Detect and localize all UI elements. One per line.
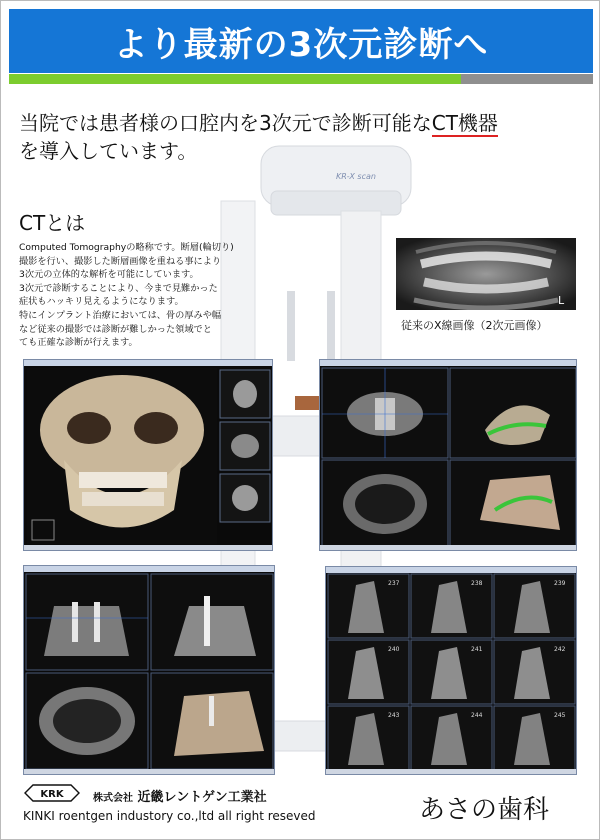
title-banner	[9, 9, 593, 73]
kinki-logo-text: KRK	[40, 789, 64, 800]
ct-cross-section-grid	[325, 566, 577, 775]
panoramic-xray-graphic	[396, 238, 576, 310]
viewer-statusbar	[326, 769, 576, 774]
viewer-titlebar	[24, 566, 274, 572]
ct-heading: CTとは	[19, 211, 86, 235]
page-title: より最新の3次元診断へ	[113, 24, 489, 65]
intro-line-1	[19, 109, 589, 137]
slice-cell	[494, 640, 575, 704]
panoramic-xray-image	[396, 238, 576, 310]
slice-cell	[411, 706, 492, 770]
machine-brand-label: KR-X scan	[336, 172, 376, 181]
viewer-titlebar	[326, 567, 576, 573]
slice-cell	[411, 574, 492, 638]
slice-cell	[494, 706, 575, 770]
ct-description-line: 撮影を行い、撮影した断層画像を重ねる事により	[19, 255, 222, 267]
slice-number: 240	[388, 646, 400, 653]
skull-3d-render	[24, 360, 273, 551]
ct-description-line: 特にインプラント治療においては、骨の厚みや幅	[19, 309, 222, 321]
slice-number: 239	[554, 580, 566, 587]
accent-bar-grey	[461, 74, 593, 84]
cross-section-slices	[326, 567, 577, 775]
intro-statement	[19, 109, 589, 165]
viewer-statusbar	[24, 545, 272, 550]
intro-line-2: を導入しています。	[19, 139, 198, 163]
ct-description	[19, 241, 269, 350]
viewer-titlebar	[24, 360, 272, 366]
slice-cell	[328, 640, 409, 704]
company-name-text: 近畿レントゲン工業社	[137, 790, 267, 805]
four-panel-implant-view	[24, 566, 275, 775]
ct-description-line: ても正確な診断が行えます。	[19, 337, 138, 349]
slice-cell	[328, 574, 409, 638]
kinki-logo	[23, 784, 81, 802]
copyright-text: KINKI roentgen industory co.,ltd all right reseved	[23, 809, 316, 823]
intro-emphasis: CT機器	[431, 111, 498, 135]
viewer-statusbar	[320, 545, 576, 550]
slice-cell	[494, 574, 575, 638]
viewer-titlebar	[320, 360, 576, 366]
intro-line-1-text: 当院では患者様の口腔内を3次元で診断可能な	[19, 111, 432, 135]
viewer-statusbar	[24, 769, 274, 774]
ct-description-line: 症状もハッキリ見えるようになります。	[19, 296, 184, 308]
slice-number: 241	[471, 646, 483, 653]
clinic-name: あさの歯科	[419, 795, 550, 825]
slice-cell	[411, 640, 492, 704]
slice-number: 244	[471, 712, 483, 719]
slice-number: 237	[388, 580, 400, 587]
slice-number: 243	[388, 712, 400, 719]
xray-corner-mark: L	[558, 294, 565, 307]
slice-number: 242	[554, 646, 566, 653]
ct-description-line: Computed Tomographyの略称です。断層(輪切り)	[19, 242, 234, 253]
slice-number: 238	[471, 580, 483, 587]
slice-cell	[328, 706, 409, 770]
company-name	[93, 786, 267, 805]
ct-description-line: など従来の撮影では診断が難しかった領域でと	[19, 323, 212, 335]
ct-description-line: 3次元の立体的な解析を可能にしています。	[19, 269, 199, 281]
ct-viewer-screenshot-implant	[23, 565, 275, 775]
ct-viewer-screenshot-3d	[23, 359, 273, 551]
slice-number: 245	[554, 712, 566, 719]
ct-viewer-screenshot-nerve	[319, 359, 577, 551]
four-panel-nerve-view	[320, 360, 577, 551]
accent-bar-green	[9, 74, 461, 84]
ct-description-line: 3次元で診断することにより、今まで見難かった	[19, 282, 218, 294]
company-prefix: 株式会社	[93, 793, 133, 804]
xray-caption: 従来のX線画像（2次元画像）	[401, 319, 548, 332]
